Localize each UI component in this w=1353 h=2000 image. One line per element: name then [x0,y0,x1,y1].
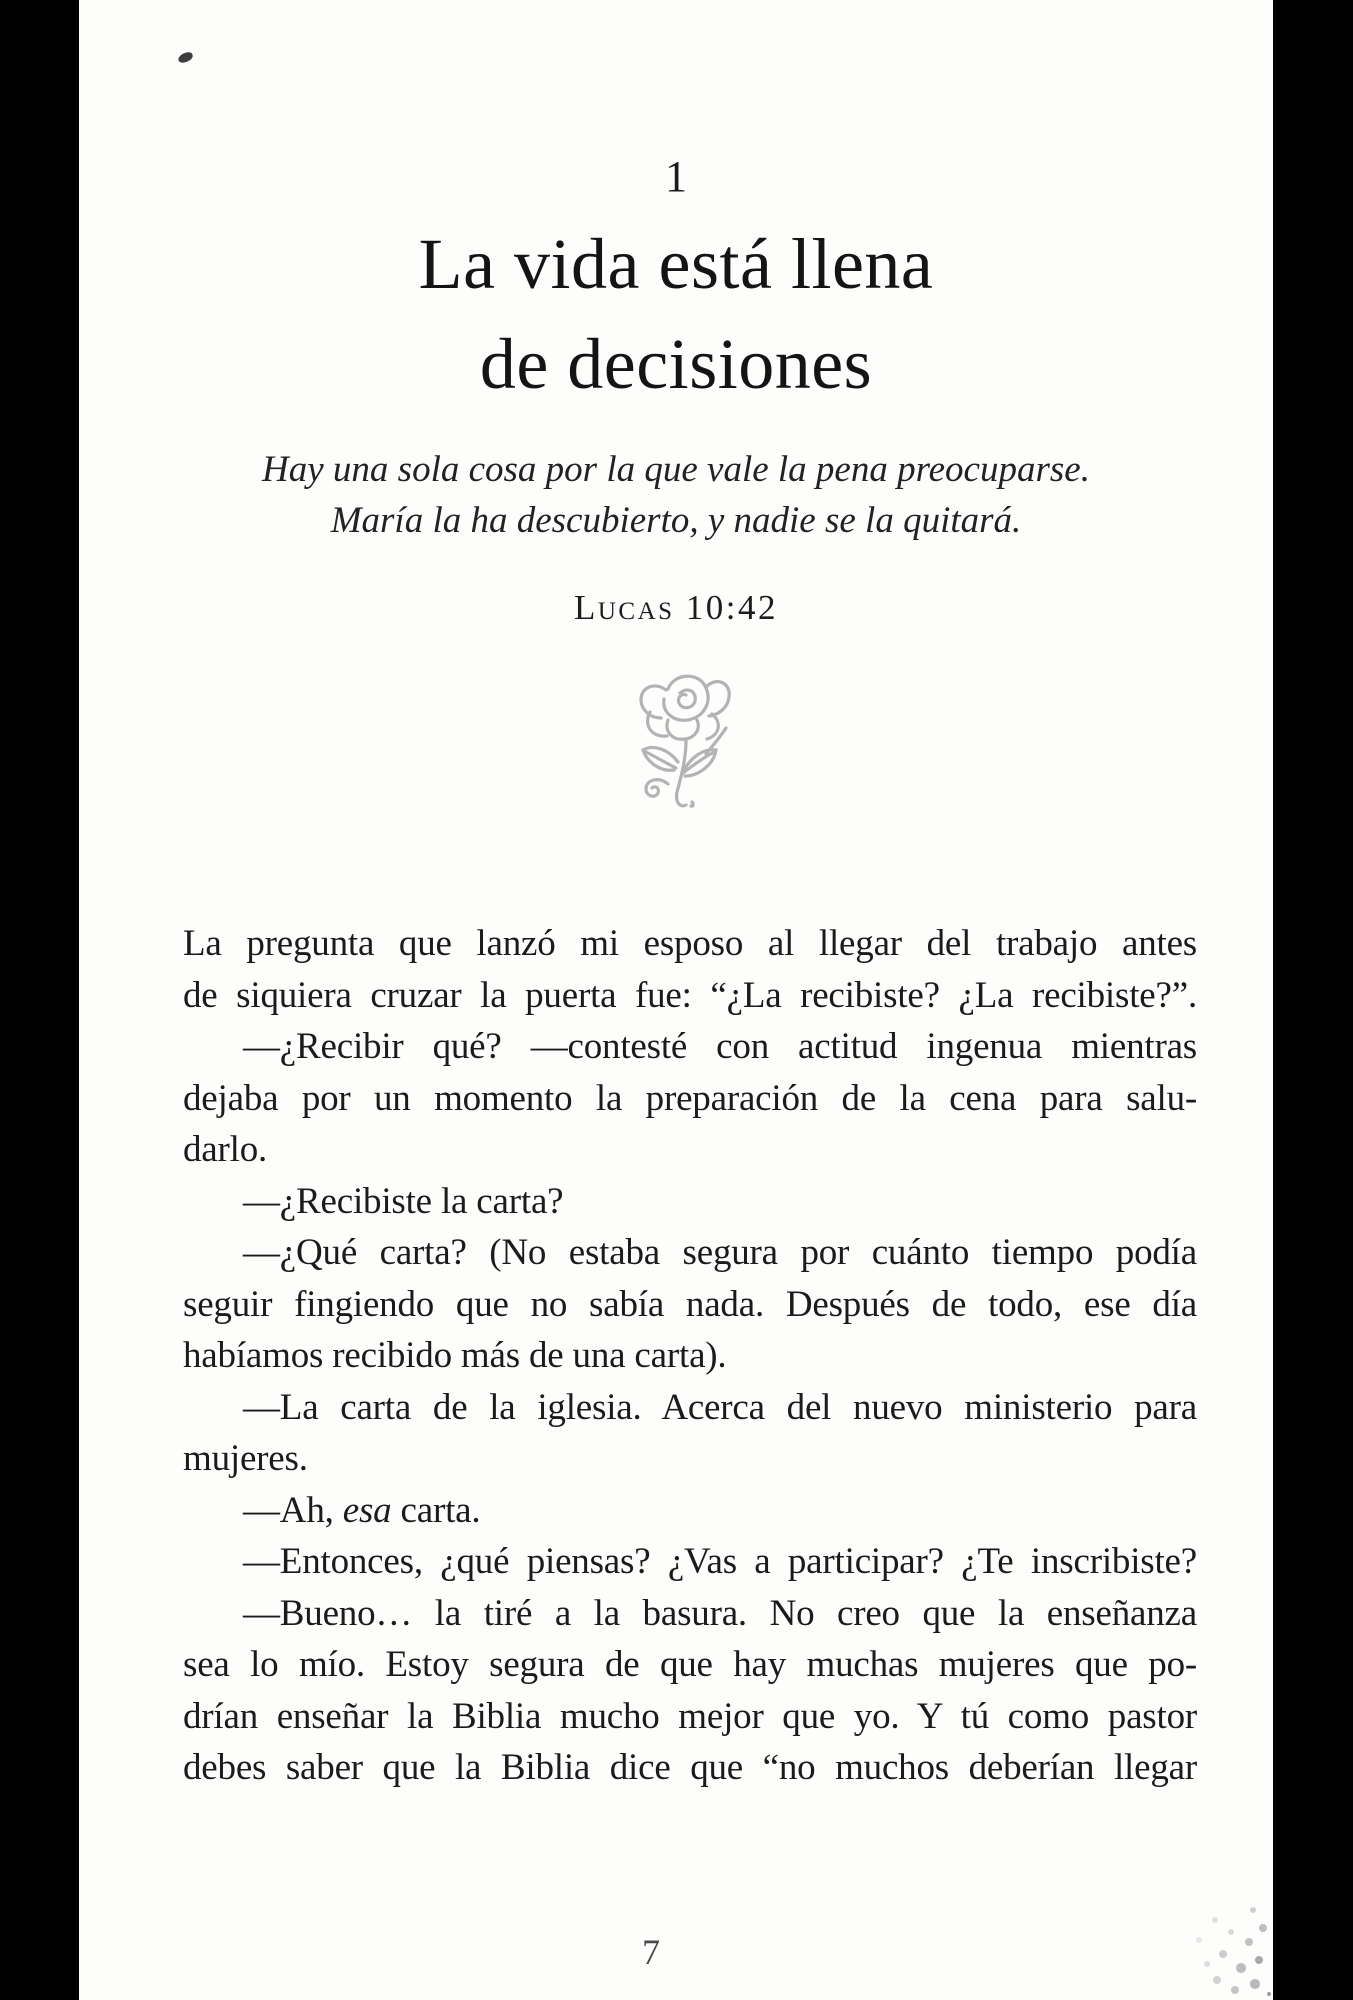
body-line: habíamos recibido más de una carta). [183,1335,727,1376]
body-line: —Ah, esa carta. [243,1489,481,1531]
body-text [183,918,1197,1794]
scan-border-left [0,0,79,2000]
body-line: —¿Qué carta? (No estaba segura por cuánto tiempo podía [243,1232,1197,1273]
body-line: debes saber que la Biblia dice que “no muchos deberían llegar [183,1747,1197,1788]
page-number: 7 [642,1932,660,1972]
body-line: seguir fingiendo que no sabía nada. Después de todo, ese día [183,1283,1197,1325]
body-line: de siquiera cruzar la puerta fue: “¿La recibiste? ¿La recibiste?”. [183,974,1197,1016]
body-line: La pregunta que lanzó mi esposo al llegar del trabajo antes [183,923,1197,964]
chapter-number: 1 [665,152,687,201]
body-line: —Entonces, ¿qué piensas? ¿Vas a participar? ¿Te inscribiste? [243,1541,1197,1582]
body-line: dejaba por un momento la preparación de la cena para salu- [183,1077,1197,1119]
body-line: darlo. [183,1129,268,1170]
chapter-title-line-2: de decisiones [479,324,873,404]
scan-noise-speckle [1267,1992,1271,1996]
body-line: sea lo mío. Estoy segura de que hay muchas mujeres que po- [183,1644,1197,1685]
body-line: mujeres. [183,1438,308,1479]
body-line: —Bueno… la tiré a la basura. No creo que la enseñanza [243,1592,1197,1634]
rose-ornament-svg [628,662,744,814]
chapter-title [79,214,1273,414]
scripture-reference: Lucas 10:42 [573,588,779,627]
rose-ornament-icon [628,662,744,819]
body-line: —La carta de la iglesia. Acerca del nuevo ministerio para [243,1386,1197,1428]
ink-speck [177,51,194,64]
epigraph-line-2: María la ha descubierto, y nadie se la quitará. [330,500,1022,541]
epigraph-line-1: Hay una sola cosa por la que vale la pena preocuparse. [262,449,1090,490]
book-page [79,0,1273,2000]
body-line: —¿Recibiste la carta? [243,1180,564,1222]
epigraph [79,444,1273,546]
body-line: drían enseñar la Biblia mucho mejor que yo. Y tú como pastor [183,1695,1197,1737]
scan-border-right [1273,0,1353,2000]
chapter-title-line-1: La vida está llena [418,224,934,304]
body-line: —¿Recibir qué? —contesté con actitud ingenua mientras [243,1026,1197,1067]
